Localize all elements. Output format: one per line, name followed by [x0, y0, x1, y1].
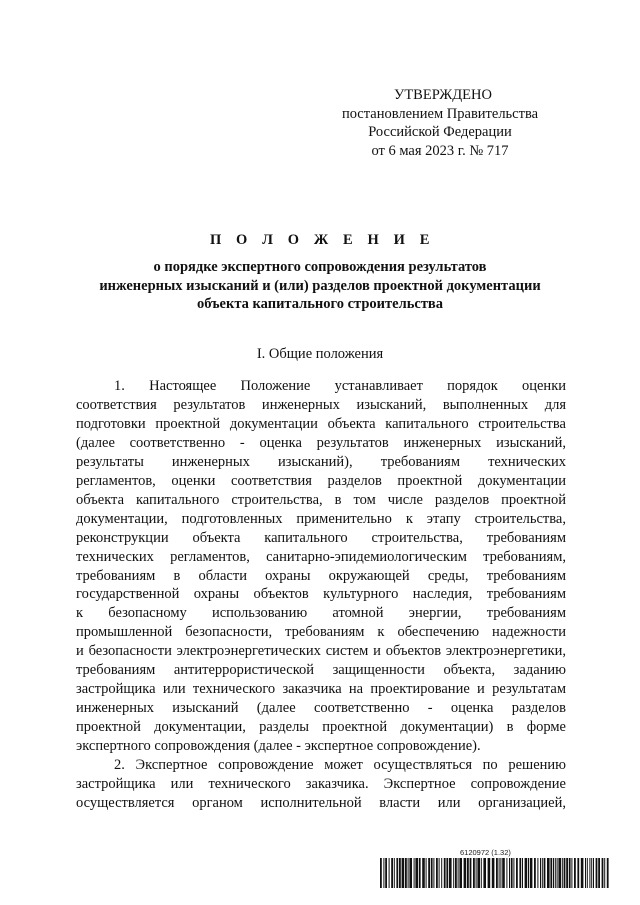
- barcode-bar: [436, 858, 438, 888]
- barcode-bar: [589, 858, 590, 888]
- barcode-bar: [444, 858, 446, 888]
- barcode-bar: [422, 858, 425, 888]
- paragraph-1: [76, 377, 566, 756]
- barcode-bar: [409, 858, 412, 888]
- barcode-bar: [500, 858, 501, 888]
- barcode-bar: [574, 858, 576, 888]
- barcode-bar: [569, 858, 571, 888]
- barcode-bar: [453, 858, 454, 888]
- barcode-bar: [385, 858, 387, 888]
- barcode-code: 6120972 (1.32): [460, 848, 511, 857]
- approval-title: УТВЕРЖДЕНО: [394, 87, 492, 103]
- paragraph-line: 2. Экспертное сопровождение может осуществляться по решению: [114, 757, 566, 774]
- barcode-bar: [431, 858, 433, 888]
- paragraph-line: документации, подготовленных применительно к этапу строительства,: [76, 510, 566, 527]
- barcode-bar: [544, 858, 546, 888]
- barcode-bar: [506, 858, 507, 888]
- barcode-bar: [585, 858, 586, 888]
- barcode-bar: [391, 858, 393, 888]
- paragraph-line: и безопасности электроэнергетических систем и объектов электроэнергетики,: [76, 643, 566, 660]
- barcode-bar: [513, 858, 514, 888]
- barcode-bar: [380, 858, 382, 888]
- barcode-bar: [604, 858, 605, 888]
- barcode-bar: [383, 858, 384, 888]
- barcode-bar: [488, 858, 491, 888]
- approval-line: Российской Федерации: [368, 124, 512, 140]
- paragraph-line: экспертного сопровождения (далее - экспертное сопровождение).: [76, 738, 481, 755]
- barcode-bar: [476, 858, 477, 888]
- paragraph-line: технических регламентов, санитарно-эпидемиологическим требованиям,: [76, 548, 566, 565]
- barcode-bar: [553, 858, 554, 888]
- paragraph-line: 1. Настоящее Положение устанавливает порядок оценки: [114, 378, 566, 394]
- barcode-bar: [483, 858, 486, 888]
- paragraph-line: застройщика или технического заказчика. Экспертное сопровождение: [76, 776, 566, 793]
- barcode-bar: [502, 858, 505, 888]
- barcode-bar: [509, 858, 510, 888]
- barcode-bar: [555, 858, 556, 888]
- paragraph-line: (далее соответственно - оценка результатов инженерных изысканий,: [76, 434, 566, 451]
- paragraph-line: инженерных изысканий (далее соответственно - оценка разделов: [76, 700, 566, 717]
- barcode-bar: [519, 858, 521, 888]
- barcode-bar: [396, 858, 398, 888]
- barcode-bar: [550, 858, 552, 888]
- barcode-bar: [477, 858, 480, 888]
- subtitle-line: инженерных изысканий и (или) разделов проектной документации: [99, 277, 541, 294]
- paragraph-line: регламентов, оценки соответствия разделов проектной документации: [76, 472, 566, 489]
- barcode-bar: [528, 858, 529, 888]
- section-heading: I. Общие положения: [256, 346, 384, 362]
- paragraph-line: требованиям антитеррористической защищенности объекта, заданию: [76, 662, 566, 679]
- barcode-bar: [415, 858, 418, 888]
- paragraph-line: соответствия результатов инженерных изысканий, выполненных для: [76, 396, 566, 413]
- paragraph-line: объекта капитального строительства, в том числе разделов проектной: [76, 491, 566, 508]
- paragraph-line: осуществляется органом исполнительной власти или организацией,: [76, 794, 566, 811]
- barcode-bar: [428, 858, 430, 888]
- paragraph-line: проектной документации, разделы проектной документации) в форме: [76, 719, 566, 736]
- barcode-bar: [481, 858, 482, 888]
- barcode-bar: [598, 858, 600, 888]
- barcode-bar: [530, 858, 533, 888]
- barcode-bar: [607, 858, 609, 888]
- barcode-icon: [380, 858, 612, 888]
- barcode-bar: [441, 858, 442, 888]
- barcode-bar: [571, 858, 572, 888]
- barcode-bar: [414, 858, 415, 888]
- barcode-bar: [458, 858, 459, 888]
- barcode-bar: [542, 858, 543, 888]
- barcode-bar: [455, 858, 457, 888]
- barcode-bar: [426, 858, 427, 888]
- barcode-bar: [499, 858, 500, 888]
- barcode-bar: [591, 858, 592, 888]
- barcode-bar: [389, 858, 390, 888]
- barcode-bar: [419, 858, 421, 888]
- paragraph-line: государственной охраны объектов культурного наследия, требованиям: [76, 586, 566, 603]
- barcode-bar: [439, 858, 440, 888]
- barcode-bar: [408, 858, 409, 888]
- barcode-bar: [516, 858, 518, 888]
- document-title: П О Л О Ж Е Н И Е: [209, 232, 436, 248]
- approval-stamp: [330, 86, 550, 160]
- barcode-bar: [547, 858, 550, 888]
- approval-line: постановлением Правительства: [341, 105, 539, 122]
- paragraph-line: реконструкции объекта капитального строительства, требованиям: [76, 529, 566, 546]
- paragraph-line: застройщика или технического заказчика на проектирование и результатам: [76, 681, 566, 698]
- barcode-bar: [540, 858, 541, 888]
- barcode-bar: [587, 858, 588, 888]
- barcode-bar: [566, 858, 568, 888]
- barcode-bar: [593, 858, 594, 888]
- barcode-bar: [405, 858, 407, 888]
- barcode-bar: [464, 858, 467, 888]
- barcode-bar: [473, 858, 475, 888]
- barcode-bar: [525, 858, 528, 888]
- subtitle-line: объекта капитального строительства: [196, 296, 444, 312]
- barcode-bar: [581, 858, 584, 888]
- barcode-bar: [596, 858, 598, 888]
- barcode-bar: [564, 858, 566, 888]
- barcode-bar: [562, 858, 563, 888]
- barcode-bar: [557, 858, 558, 888]
- barcode-bar: [602, 858, 604, 888]
- barcode-bar: [459, 858, 462, 888]
- barcode-bar: [537, 858, 538, 888]
- barcode-bar: [467, 858, 469, 888]
- barcode-bar: [402, 858, 405, 888]
- barcode-bar: [496, 858, 498, 888]
- paragraph-line: промышленной безопасности, требованиям к обеспечению надежности: [76, 624, 566, 641]
- subtitle-line: о порядке экспертного сопровождения результатов: [153, 259, 487, 275]
- paragraph-line: к безопасному использованию атомной энергии, требованиям: [76, 605, 566, 622]
- barcode-bar: [558, 858, 561, 888]
- barcode-bar: [511, 858, 513, 888]
- barcode-bar: [577, 858, 579, 888]
- barcode-bar: [470, 858, 472, 888]
- barcode-bar: [492, 858, 495, 888]
- barcode-bar: [399, 858, 401, 888]
- paragraph-2: [76, 756, 566, 813]
- paragraph-line: результаты инженерных изысканий), требованиям технических: [76, 453, 566, 470]
- document-body: [76, 377, 566, 813]
- barcode-bar: [394, 858, 395, 888]
- approval-date: от 6 мая 2023 г. № 717: [371, 142, 509, 159]
- paragraph-line: подготовки проектной документации объекта капитального строительства: [76, 415, 566, 432]
- document-subtitle: [60, 258, 580, 314]
- barcode-bar: [446, 858, 448, 888]
- barcode-bar: [522, 858, 523, 888]
- barcode-bar: [433, 858, 434, 888]
- barcode-bar: [534, 858, 536, 888]
- paragraph-line: требованиям в области охраны окружающей среды, требованиям: [76, 567, 566, 584]
- document-footer: [380, 848, 612, 890]
- barcode-bar: [449, 858, 452, 888]
